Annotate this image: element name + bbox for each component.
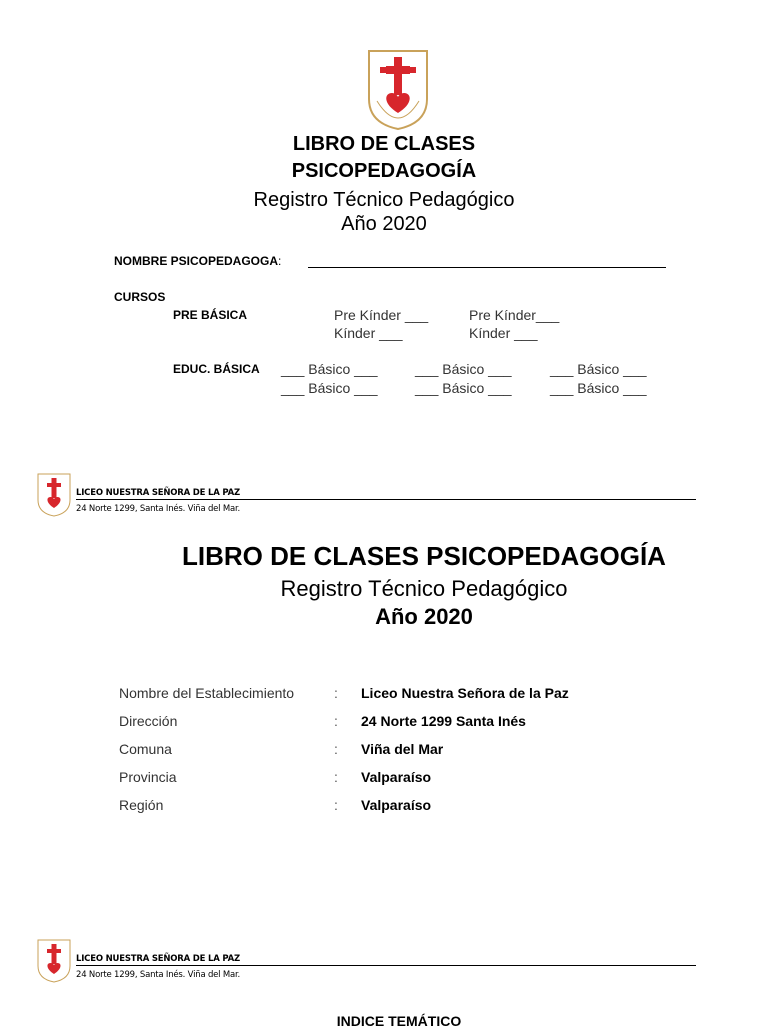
page3-title: INDICE TEMÁTICO: [336, 1013, 462, 1029]
pre-kinder-item: Pre Kínder___: [469, 307, 560, 323]
info-label: Comuna: [119, 741, 172, 757]
info-colon: :: [334, 685, 338, 701]
school-crest-small: [37, 939, 71, 983]
header-school-name: LICEO NUESTRA SEÑORA DE LA PAZ: [76, 954, 240, 964]
info-label: Provincia: [119, 769, 177, 785]
info-value: Viña del Mar: [361, 741, 444, 757]
info-colon: :: [334, 741, 338, 757]
nombre-blank-line: [308, 267, 666, 268]
cover-title-line1: LIBRO DE CLASES: [292, 133, 476, 155]
basico-item: ___ Básico ___: [415, 361, 512, 377]
info-value: Valparaíso: [361, 769, 432, 785]
info-colon: :: [334, 713, 338, 729]
kinder-item: Kínder ___: [469, 325, 538, 341]
basico-item: ___ Básico ___: [281, 361, 378, 377]
header-rule: [76, 499, 696, 500]
info-colon: :: [334, 797, 338, 813]
school-crest-large: [367, 49, 429, 131]
cursos-label: CURSOS: [114, 290, 166, 304]
page2-subtitle: Registro Técnico Pedagógico: [280, 576, 568, 601]
kinder-item: Kínder ___: [334, 325, 403, 341]
header-school-name: LICEO NUESTRA SEÑORA DE LA PAZ: [76, 488, 240, 498]
header-rule: [76, 965, 696, 966]
info-colon: :: [334, 769, 338, 785]
info-label: Nombre del Establecimiento: [119, 685, 295, 701]
info-label: Dirección: [119, 713, 178, 729]
info-value: Liceo Nuestra Señora de la Paz: [361, 685, 569, 701]
educ-basica-label: EDUC. BÁSICA: [173, 362, 260, 376]
basico-item: ___ Básico ___: [281, 380, 378, 396]
cover-title-line2: PSICOPEDAGOGÍA: [291, 160, 477, 182]
page2-year: Año 2020: [375, 604, 473, 629]
basico-item: ___ Básico ___: [550, 361, 647, 377]
info-value: Valparaíso: [361, 797, 432, 813]
info-value: 24 Norte 1299 Santa Inés: [361, 713, 526, 729]
page2-title: LIBRO DE CLASES PSICOPEDAGOGÍA: [182, 541, 666, 571]
pre-kinder-item: Pre Kínder ___: [334, 307, 429, 323]
basico-item: ___ Básico ___: [415, 380, 512, 396]
nombre-label: NOMBRE PSICOPEDAGOGA:: [114, 254, 282, 268]
basico-item: ___ Básico ___: [550, 380, 647, 396]
cover-subtitle: Registro Técnico Pedagógico: [253, 189, 515, 211]
info-label: Región: [119, 797, 164, 813]
cover-year: Año 2020: [341, 213, 427, 235]
header-address: 24 Norte 1299, Santa Inés. Viña del Mar.: [76, 504, 240, 514]
pre-basica-label: PRE BÁSICA: [173, 308, 248, 322]
header-address: 24 Norte 1299, Santa Inés. Viña del Mar.: [76, 970, 240, 980]
school-crest-small: [37, 473, 71, 517]
